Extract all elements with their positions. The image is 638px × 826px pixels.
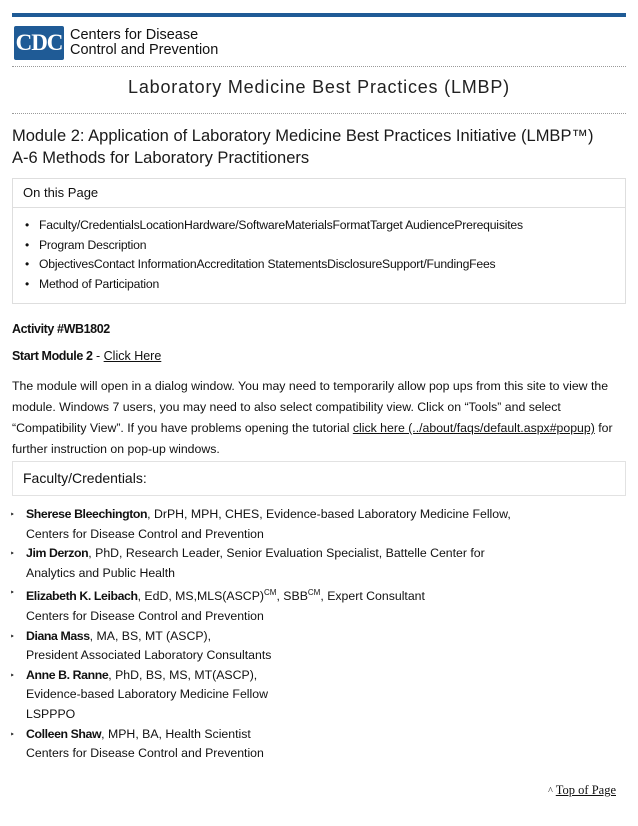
faculty-credentials: , MA, BS, MT (ASCP), bbox=[89, 628, 212, 643]
triangle-bullet-icon: ‣ bbox=[10, 729, 15, 739]
page-title-line-1: Module 2: Application of Laboratory Medicine Best Practices Initiative (LMBP™) bbox=[12, 127, 594, 145]
faculty-credentials: , MPH, BA, Health Scientist bbox=[101, 726, 251, 741]
faculty-credentials: , SBB bbox=[276, 589, 308, 604]
on-this-page-item[interactable] bbox=[25, 216, 523, 236]
triangle-bullet-icon: ‣ bbox=[10, 549, 15, 559]
cdc-logo-text bbox=[70, 28, 218, 58]
faculty-credentials: , PhD, BS, MS, MT(ASCP), bbox=[108, 667, 258, 682]
instructions-text-end: for further instruction on pop-up windows. bbox=[12, 421, 613, 456]
page-title-line-2: A-6 Methods for Laboratory Practitioners bbox=[12, 149, 310, 167]
triangle-bullet-icon: ‣ bbox=[10, 670, 15, 680]
chevron-up-icon: ^ bbox=[548, 786, 553, 797]
faculty-credentials: , DrPH, MPH, CHES, Evidence-based Laboratory Medicine Fellow, bbox=[147, 507, 511, 521]
faculty-heading: Faculty/Credentials: bbox=[23, 470, 147, 486]
on-this-page-list bbox=[25, 216, 523, 295]
faculty-name: Sherese Bleechington bbox=[26, 507, 148, 521]
on-this-page-link[interactable]: Faculty/CredentialsLocationHardware/SoftwareMaterialsFormatTarget AudiencePrerequisites bbox=[39, 218, 523, 232]
faculty-item bbox=[10, 627, 630, 666]
on-this-page-link[interactable]: ObjectivesContact InformationAccreditation StatementsDisclosureSupport/FundingFees bbox=[39, 257, 496, 272]
faculty-name: Colleen Shaw bbox=[26, 726, 102, 741]
faculty-item bbox=[10, 544, 630, 583]
faculty-name: Elizabeth K. Leibach bbox=[26, 589, 138, 604]
on-this-page-item[interactable] bbox=[25, 236, 523, 256]
faculty-heading-box bbox=[12, 461, 626, 496]
activity-number: Activity #WB1802 bbox=[12, 322, 110, 336]
triangle-bullet-icon: ‣ bbox=[10, 631, 15, 641]
faculty-name: Jim Derzon bbox=[26, 546, 89, 561]
faculty-credentials: , Expert Consultant bbox=[320, 589, 425, 604]
faculty-credentials: , EdD, MS,MLS(ASCP) bbox=[137, 589, 264, 604]
popup-help-link[interactable]: click here (../about/faqs/default.aspx#popup) bbox=[352, 421, 595, 435]
faculty-affiliation: LSPPPO bbox=[26, 707, 76, 722]
faculty-affiliation: Evidence-based Laboratory Medicine Fellow bbox=[26, 687, 268, 702]
faculty-credentials: , PhD, Research Leader, Senior Evaluation Specialist, Battelle Center for bbox=[88, 546, 485, 561]
credential-superscript: CM bbox=[264, 588, 277, 598]
faculty-affiliation: Centers for Disease Control and Prevention bbox=[26, 526, 264, 541]
credential-superscript: CM bbox=[307, 588, 321, 598]
faculty-affiliation: Analytics and Public Health bbox=[26, 565, 176, 580]
faculty-item bbox=[10, 583, 630, 626]
start-module-label: Start Module 2 bbox=[12, 349, 93, 363]
divider bbox=[12, 66, 626, 67]
faculty-affiliation: Centers for Disease Control and Prevention bbox=[26, 609, 264, 624]
faculty-name: Diana Mass bbox=[26, 628, 90, 643]
faculty-name: Anne B. Ranne bbox=[26, 667, 109, 682]
logo-line-1: Centers for Disease bbox=[70, 27, 199, 43]
on-this-page-box bbox=[12, 178, 626, 304]
on-this-page-item[interactable] bbox=[25, 275, 523, 295]
triangle-bullet-icon: ‣ bbox=[10, 510, 15, 519]
faculty-item bbox=[10, 666, 630, 725]
logo-line-2: Control and Prevention bbox=[70, 42, 219, 58]
triangle-bullet-icon: ‣ bbox=[10, 588, 15, 598]
instructions-text: The module will open in a dialog window. You may need to temporarily allow pop ups from this site to view the module. Windows 7 users, you may need to also select compatibility view. Click on “Tools” and select “Compatibility View”. If you have problems opening the tutorial bbox=[12, 379, 609, 435]
on-this-page-item[interactable] bbox=[25, 255, 523, 275]
page-title bbox=[12, 125, 626, 169]
on-this-page-heading: On this Page bbox=[13, 179, 625, 208]
on-this-page-link[interactable]: Program Description bbox=[39, 237, 147, 252]
faculty-item bbox=[10, 505, 630, 544]
top-of-page-link[interactable] bbox=[548, 783, 616, 798]
start-module-separator: - bbox=[92, 349, 104, 363]
start-module-line bbox=[12, 349, 161, 363]
site-title: Laboratory Medicine Best Practices (LMBP) bbox=[128, 77, 510, 97]
cdc-logo[interactable] bbox=[14, 26, 218, 60]
faculty-affiliation: President Associated Laboratory Consultants bbox=[26, 648, 272, 663]
divider bbox=[12, 113, 626, 114]
instructions-paragraph bbox=[12, 376, 626, 460]
click-here-link[interactable]: Click Here bbox=[103, 349, 162, 363]
faculty-item bbox=[10, 725, 630, 764]
cdc-logo-mark: CDC bbox=[14, 26, 64, 60]
on-this-page-link[interactable]: Method of Participation bbox=[39, 277, 160, 292]
faculty-list bbox=[10, 505, 630, 764]
faculty-affiliation: Centers for Disease Control and Prevention bbox=[26, 746, 264, 761]
top-accent-bar bbox=[12, 13, 626, 17]
top-of-page-label[interactable]: Top of Page bbox=[555, 783, 616, 797]
